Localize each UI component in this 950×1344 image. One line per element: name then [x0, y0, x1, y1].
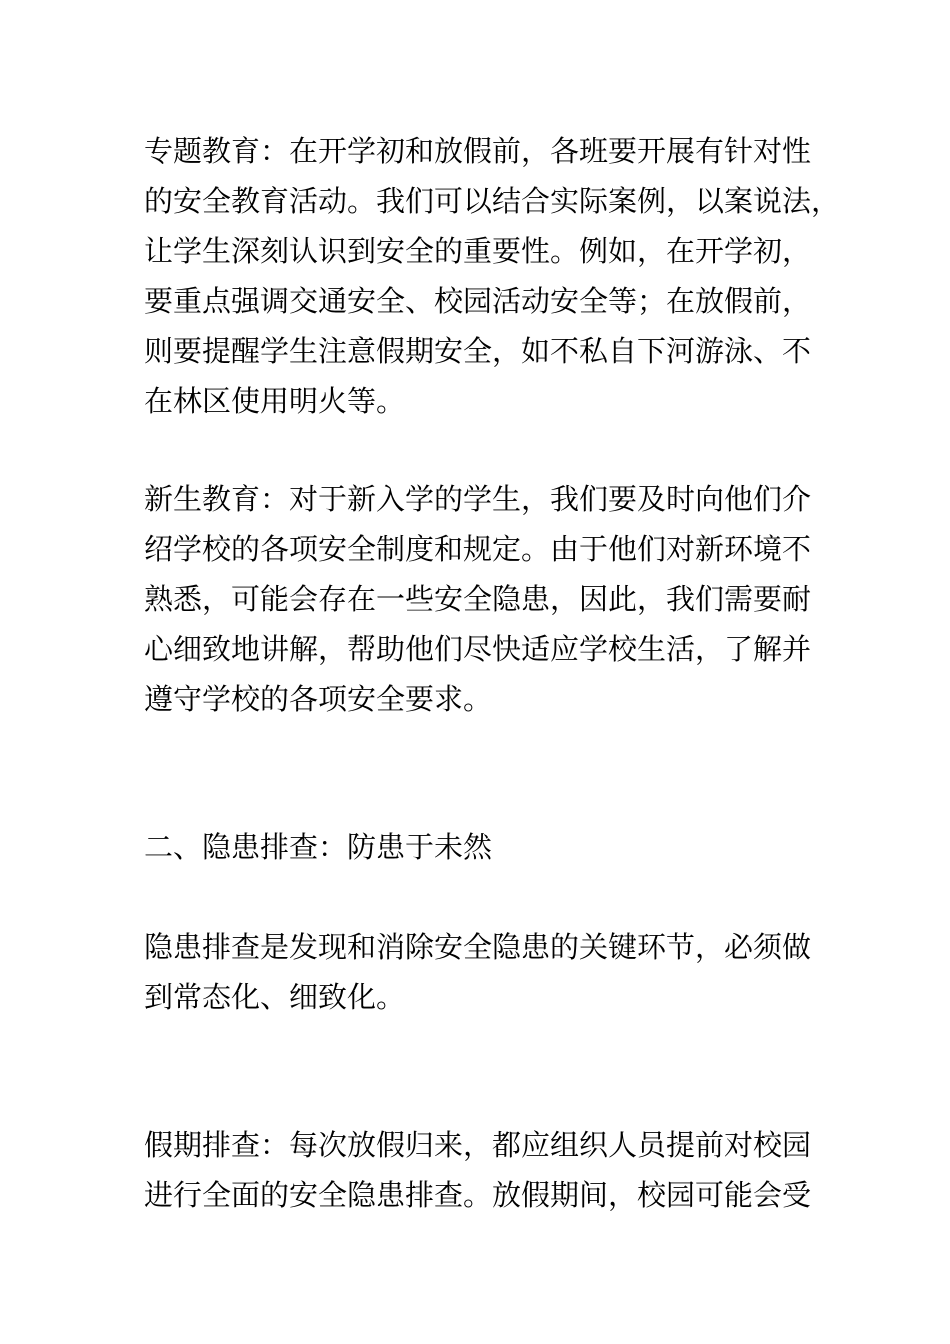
paragraph-line: 的安全教育活动。我们可以结合实际案例，以案说法， — [144, 184, 841, 218]
paragraph-line: 让学生深刻认识到安全的重要性。例如，在开学初， — [144, 234, 812, 268]
paragraph-line: 遵守学校的各项安全要求。 — [144, 682, 493, 716]
paragraph-line: 绍学校的各项安全制度和规定。由于他们对新环境不 — [144, 532, 812, 566]
paragraph-line: 则要提醒学生注意假期安全，如不私自下河游泳、不 — [144, 334, 812, 368]
paragraph-line: 专题教育：在开学初和放假前，各班要开展有针对性 — [144, 134, 812, 168]
paragraph-line: 要重点强调交通安全、校园活动安全等；在放假前， — [144, 284, 812, 318]
paragraph-new-student-education — [144, 474, 834, 724]
section-heading — [144, 822, 834, 872]
paragraph-line: 新生教育：对于新入学的学生，我们要及时向他们介 — [144, 482, 812, 516]
section-heading-text: 二、隐患排查：防患于未然 — [144, 830, 493, 864]
paragraph-line: 假期排查：每次放假归来，都应组织人员提前对校园 — [144, 1128, 812, 1162]
paragraph-line: 隐患排查是发现和消除安全隐患的关键环节，必须做 — [144, 930, 812, 964]
paragraph-line: 熟悉，可能会存在一些安全隐患，因此，我们需要耐 — [144, 582, 812, 616]
paragraph-line: 心细致地讲解，帮助他们尽快适应学校生活，了解并 — [144, 632, 812, 666]
paragraph-thematic-education — [144, 126, 841, 426]
paragraph-holiday-inspection — [144, 1120, 834, 1220]
paragraph-line: 在林区使用明火等。 — [144, 384, 406, 418]
paragraph-line: 到常态化、细致化。 — [144, 980, 406, 1014]
paragraph-line: 进行全面的安全隐患排查。放假期间，校园可能会受 — [144, 1178, 812, 1212]
paragraph-hazard-inspection-intro — [144, 922, 834, 1022]
